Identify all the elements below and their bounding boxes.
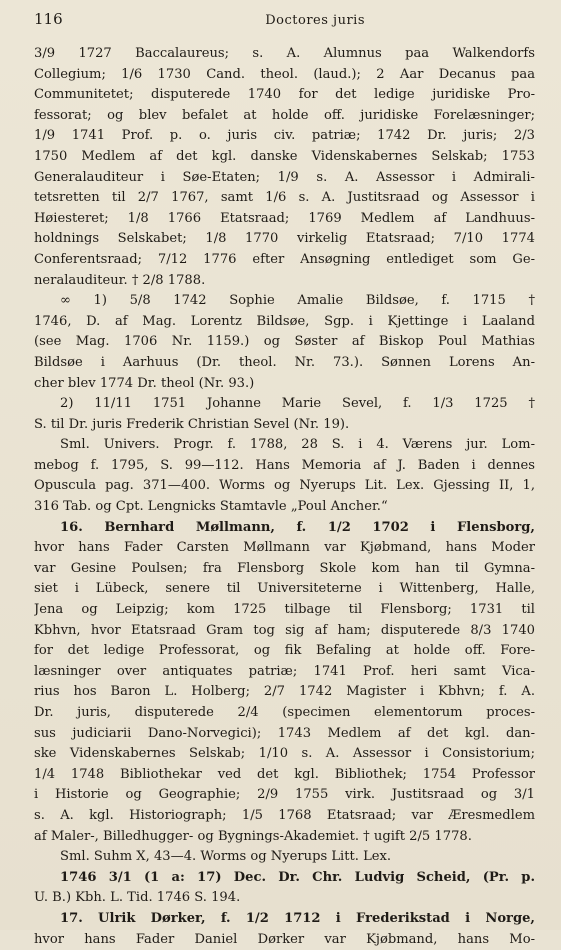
text-line: 1750 Medlem af det kgl. danske Videnskabernes Selskab; 1753 xyxy=(34,148,535,164)
text-line: Dr. juris, disputerede 2/4 (specimen elementorum proces- xyxy=(34,705,535,720)
text-line: 1/4 1748 Bibliothekar ved det kgl. Bibliothek; 1754 Professor xyxy=(34,766,535,782)
text-line: hvor hans Fader Carsten Møllmann var Kjøbmand, hans Moder xyxy=(34,540,535,556)
running-head: Doctores juris xyxy=(265,13,365,28)
reference-line: 316 Tab. og Cpt. Lengnicks Stamtavle „Poul Ancher.“ xyxy=(34,499,388,515)
text-line: 3/9 1727 Baccalaureus; s. A. Alumnus paa Walkendorfs xyxy=(34,46,535,61)
page-header xyxy=(34,10,535,34)
text-line: hvor hans Fader Daniel Dørker var Kjøbmand, hans Mo- xyxy=(34,931,535,947)
text-line: Bildsøe i Aarhuus (Dr. theol. Nr. 73.). Sønnen Lorens An- xyxy=(34,354,535,370)
text-line: i Historie og Geographie; 2/9 1755 virk. Justitsraad og 3/1 xyxy=(34,787,535,803)
body-text xyxy=(34,44,535,950)
text-line: fessorat; og blev befalet at holde off. juridiske Forelæsninger; xyxy=(34,107,535,123)
text-line: tetsretten til 2/7 1767, samt 1/6 s. A. Justitsraad og Assessor i xyxy=(34,190,535,206)
text-line: rius hos Baron L. Holberg; 2/7 1742 Magister i Kbhvn; f. A. xyxy=(34,684,535,700)
text-line: holdnings Selskabet; 1/8 1770 virkelig Etatsraad; 7/10 1774 xyxy=(34,231,535,247)
text-line: cher blev 1774 Dr. theol (Nr. 93.) xyxy=(34,375,255,391)
entry-heading-16: 16. Bernhard Møllmann, f. 1/2 1702 i Flensborg, xyxy=(60,519,535,535)
text-line: var Gesine Poulsen; fra Flensborg Skole kom han til Gymna- xyxy=(34,560,535,576)
reference-line: mebog f. 1795, S. 99—112. Hans Memoria af J. Baden i dennes xyxy=(34,457,535,473)
text-line: neralauditeur. † 2/8 1788. xyxy=(34,272,206,288)
page-number: 116 xyxy=(34,10,63,28)
text-line: s. A. kgl. Historiograph; 1/5 1768 Etatsraad; var Æresmedlem xyxy=(34,807,535,823)
reference-line: Opuscula pag. 371—400. Worms og Nyerups Lit. Lex. Gjessing II, 1, xyxy=(34,478,535,494)
text-line: Høiesteret; 1/8 1766 Etatsraad; 1769 Medlem af Landhuus- xyxy=(34,210,535,226)
text-line: 1746, D. af Mag. Lorentz Bildsøe, Sgp. i Kjettinge i Laaland xyxy=(34,313,535,329)
text-line: (see Mag. 1706 Nr. 1159.) og Søster af Biskop Poul Mathias xyxy=(34,334,535,350)
text-line: siet i Lübeck, senere til Universiteterne i Wittenberg, Halle, xyxy=(34,581,535,597)
text-line: for det ledige Professorat, og fik Befaling at holde off. Fore- xyxy=(34,643,535,659)
text-line: Jena og Leipzig; kom 1725 tilbage til Flensborg; 1731 til xyxy=(34,602,535,618)
entry-heading-1746: 1746 3/1 (1 a: 17) Dec. Dr. Chr. Ludvig Scheid, (Pr. p. xyxy=(60,869,535,885)
text-line: 1/9 1741 Prof. p. o. juris civ. patriæ; 1742 Dr. juris; 2/3 xyxy=(34,128,535,144)
text-line: Communitetet; disputerede 1740 for det ledige juridiske Pro- xyxy=(34,87,535,103)
entry-heading-17: 17. Ulrik Dørker, f. 1/2 1712 i Frederikstad i Norge, xyxy=(60,910,535,926)
text-line: U. B.) Kbh. L. Tid. 1746 S. 194. xyxy=(34,890,241,906)
text-line: 2) 11/11 1751 Johanne Marie Sevel, f. 1/3 1725 † xyxy=(60,396,535,412)
reference-line: Sml. Suhm X, 43—4. Worms og Nyerups Litt. Lex. xyxy=(60,849,392,865)
text-line: læsninger over antiquates patriæ; 1741 Prof. heri samt Vica- xyxy=(34,663,535,679)
text-line: S. til Dr. juris Frederik Christian Sevel (Nr. 19). xyxy=(34,416,350,432)
text-line: sus judiciarii Dano-Norvegici); 1743 Medlem af det kgl. dan- xyxy=(34,725,535,741)
text-line: Collegium; 1/6 1730 Cand. theol. (laud.); 2 Aar Decanus paa xyxy=(34,66,535,82)
text-line: ske Videnskabernes Selskab; 1/10 s. A. Assessor i Consistorium; xyxy=(34,746,535,762)
reference-line: Sml. Univers. Progr. f. 1788, 28 S. i 4. Værens jur. Lom- xyxy=(60,437,535,453)
text-line: Conferentsraad; 7/12 1776 efter Ansøgning entlediget som Ge- xyxy=(34,251,535,267)
text-line: Kbhvn, hvor Etatsraad Gram tog sig af ham; disputerede 8/3 1740 xyxy=(34,622,535,638)
text-line: af Maler-, Billedhugger- og Bygnings-Akademiet. † ugift 2/5 1778. xyxy=(34,828,472,844)
text-line: ∞ 1) 5/8 1742 Sophie Amalie Bildsøe, f. 1715 † xyxy=(60,293,535,309)
text-line: Generalauditeur i Søe-Etaten; 1/9 s. A. Assessor i Admirali- xyxy=(34,169,535,185)
